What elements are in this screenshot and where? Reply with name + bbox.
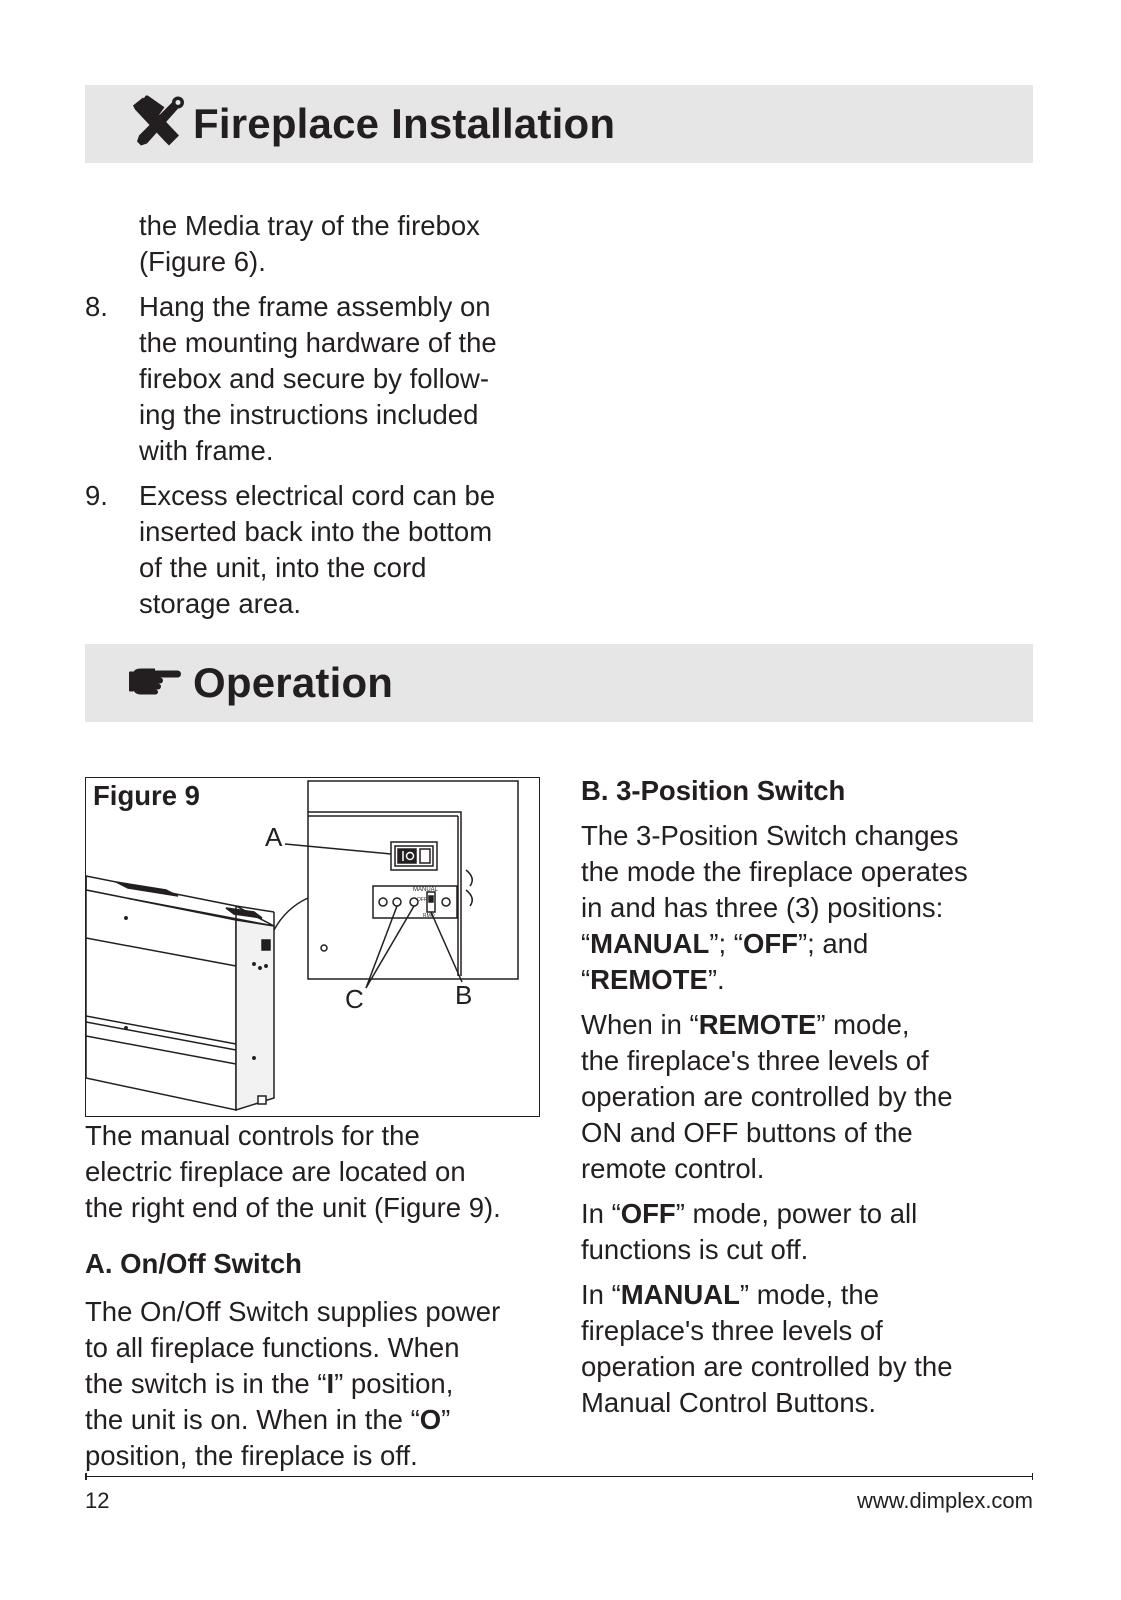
section-header-installation	[85, 85, 1033, 163]
text-line: the mode the fireplace operates	[581, 856, 968, 887]
figure-label-c: C	[345, 984, 364, 1014]
figure-label-b: B	[455, 980, 473, 1010]
text-line: position, the fireplace is off.	[85, 1440, 418, 1471]
text-line: with frame.	[139, 435, 274, 466]
section-title: Operation	[193, 659, 394, 706]
panel-label-off: OFF	[417, 897, 427, 903]
text-line: “MANUAL”; “OFF”; and	[581, 928, 869, 959]
text-line: fireplace's three levels of	[581, 1315, 883, 1346]
text-line: In “OFF” mode, power to all	[581, 1198, 918, 1229]
switch-position-off: O	[419, 1404, 442, 1435]
fireplace-illustration	[86, 778, 540, 1117]
panel-label-remote: RMO	[423, 913, 435, 919]
text-line: in and has three (3) positions:	[581, 892, 944, 923]
text-line: the unit is on. When in the “O”	[85, 1404, 451, 1435]
text-line: ON and OFF buttons of the	[581, 1117, 913, 1148]
text-line: The 3-Position Switch changes	[581, 820, 959, 851]
text-line: ing the instructions included	[139, 399, 479, 430]
text-line: the mounting hardware of the	[139, 327, 497, 358]
text-line: the switch is in the “I” position,	[85, 1368, 454, 1399]
figure-title: Figure 9	[93, 780, 200, 811]
text-line: to all fireplace functions. When	[85, 1332, 460, 1363]
text-line: “REMOTE”.	[581, 964, 725, 995]
text-line: the fireplace's three levels of	[581, 1045, 929, 1076]
text-line: functions is cut off.	[581, 1234, 809, 1265]
text-line: Excess electrical cord can be	[139, 480, 496, 511]
text-line: firebox and secure by follow-	[139, 363, 490, 394]
text-line: The manual controls for the	[85, 1120, 420, 1151]
text-line: operation are controlled by the	[581, 1081, 953, 1112]
switch-position-on: I	[326, 1368, 335, 1399]
step-number: 9.	[85, 480, 108, 511]
text-line: When in “REMOTE” mode,	[581, 1009, 910, 1040]
subheading-3-position-switch: B. 3-Position Switch	[581, 775, 846, 806]
footer-url[interactable]: www.dimplex.com	[856, 1488, 1033, 1513]
text-line: The On/Off Switch supplies power	[85, 1296, 501, 1327]
figure-label-a: A	[265, 822, 283, 852]
footer-rule	[85, 1476, 1033, 1477]
tools-icon	[129, 96, 185, 153]
text-line: inserted back into the bottom	[139, 516, 493, 547]
text-line: electric fireplace are located on	[85, 1156, 466, 1187]
text-line: (Figure 6).	[139, 246, 266, 277]
text-line: of the unit, into the cord	[139, 552, 427, 583]
text-line: remote control.	[581, 1153, 765, 1184]
figure-9	[85, 777, 540, 1117]
text-line: storage area.	[139, 588, 302, 619]
text-line: operation are controlled by the	[581, 1351, 953, 1382]
pointing-hand-icon	[129, 663, 183, 704]
text-line: In “MANUAL” mode, the	[581, 1279, 879, 1310]
section-header-operation	[85, 644, 1033, 722]
step-number: 8.	[85, 291, 108, 322]
text-line: Hang the frame assembly on	[139, 291, 491, 322]
text-line: the right end of the unit (Figure 9).	[85, 1192, 501, 1223]
subheading-on-off-switch: A. On/Off Switch	[85, 1248, 302, 1279]
text-line: Manual Control Buttons.	[581, 1387, 877, 1418]
panel-label-manual: MANUAL	[413, 887, 439, 893]
text-line: the Media tray of the firebox	[139, 210, 480, 241]
section-title: Fireplace Installation	[193, 100, 616, 147]
page-number: 12	[85, 1488, 110, 1513]
